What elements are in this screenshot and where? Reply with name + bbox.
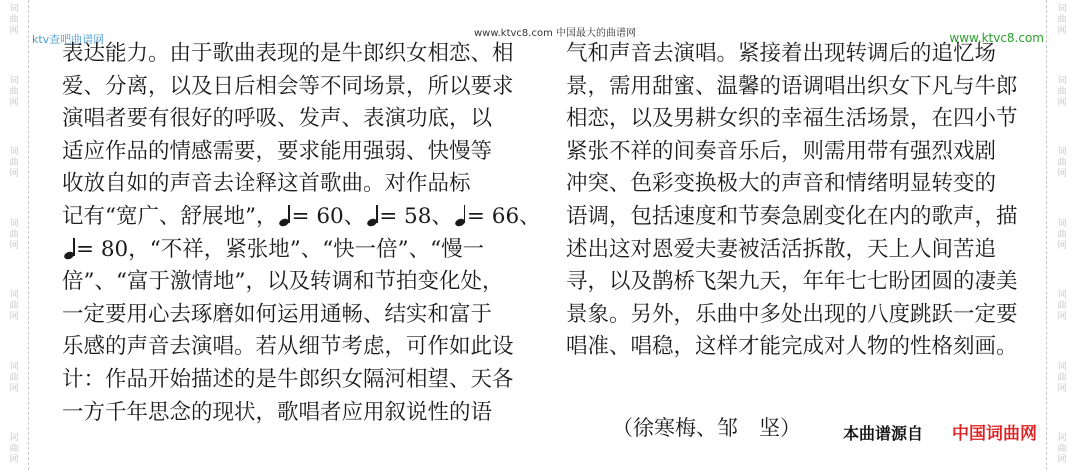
side-mark (9, 433, 18, 466)
side-mark (1057, 362, 1066, 395)
text-run: 收放自如的声音去诠释这首歌曲。对作品标 (62, 171, 471, 197)
side-mark-char: 词 (9, 290, 19, 300)
paragraph-line (62, 397, 532, 430)
paragraph-line: 景，需用甜蜜、温馨的语调唱出织女下凡与牛郎 (566, 73, 1018, 99)
paragraph-line (62, 136, 532, 169)
text-run: 演唱者要有很好的呼吸、发声、表演功底，以 (62, 106, 493, 132)
side-mark-char: 曲 (1057, 444, 1067, 454)
side-watermark-left (2, 0, 26, 470)
quarter-note-icon (279, 204, 291, 226)
quarter-note-icon (455, 204, 467, 226)
paragraph-line: 寻，以及鹊桥飞架九天，年年七七盼团圆的凄美 (566, 269, 1018, 295)
page-border-left (28, 0, 29, 470)
text-run: 记有“宽广、舒展地”， (62, 203, 278, 229)
watermark-top-left: ktv查吧曲谱网 (32, 33, 105, 46)
side-mark (9, 219, 18, 252)
paragraph-line: 冲突、色彩变换极大的声音和情绪明显转变的 (566, 171, 997, 197)
side-mark (9, 362, 18, 395)
side-mark-char: 词 (1057, 433, 1067, 443)
side-mark-char: 词 (9, 218, 19, 229)
side-mark-char: 词 (1057, 4, 1067, 14)
side-mark-char: 词 (9, 433, 19, 443)
paragraph-line (62, 331, 532, 364)
text-run: 爱、分离，以及日后相会等不同场景，所以要求 (62, 73, 514, 99)
side-mark-char: 曲 (9, 15, 19, 25)
side-mark-char: 词 (9, 361, 19, 372)
side-mark-char: 曲 (1057, 229, 1067, 240)
side-mark-char: 网 (9, 383, 19, 394)
paragraph-line (62, 266, 532, 299)
side-mark-char: 曲 (1057, 301, 1067, 311)
article-right-column (566, 38, 1046, 364)
watermark-top-right: www.ktvc8.com (949, 31, 1044, 45)
author-credit: （徐寒梅、邹 坚） (612, 416, 801, 440)
side-mark (1057, 290, 1066, 323)
side-mark-char: 网 (1057, 97, 1067, 108)
side-mark (9, 4, 18, 37)
paragraph-line (62, 71, 532, 104)
paragraph-line (62, 38, 532, 71)
side-mark-char: 曲 (9, 444, 19, 454)
side-mark-char: 曲 (9, 372, 19, 383)
side-mark-char: 网 (9, 169, 19, 179)
side-mark-char: 网 (1057, 169, 1067, 179)
side-mark (9, 290, 18, 323)
side-mark-char: 曲 (1057, 86, 1067, 97)
side-mark-char: 曲 (1057, 372, 1067, 383)
paragraph-line: 相恋，以及男耕女织的幸福生活场景，在四小节 (566, 106, 1018, 132)
side-mark (1057, 147, 1066, 180)
paragraph-line (62, 168, 532, 201)
text-run: 计：作品开始描述的是牛郎织女隔河相望、天各 (62, 366, 514, 392)
paragraph-line (62, 103, 532, 136)
text-run: 乐感的声音去演唱。若从细节考虑，可作如此设 (62, 334, 514, 360)
side-mark-char: 曲 (9, 229, 19, 240)
side-mark (1057, 76, 1066, 109)
side-mark (1057, 4, 1066, 37)
paragraph-line (62, 299, 532, 332)
side-mark-char: 词 (1057, 147, 1067, 157)
text-run: 一定要用心去琢磨如何运用通畅、结实和富于 (62, 301, 493, 327)
side-mark-char: 网 (1057, 383, 1067, 394)
page-border-right (1046, 0, 1047, 470)
side-mark-char: 网 (9, 240, 19, 251)
paragraph-line (62, 364, 532, 397)
side-mark-char: 网 (1057, 455, 1067, 465)
paragraph-line: 述出这对恩爱夫妻被活活拆散，天上人间苦追 (566, 236, 997, 262)
paragraph-line: 唱准、唱稳，这样才能完成对人物的性格刻画。 (566, 334, 1018, 360)
side-mark-char: 曲 (9, 158, 19, 168)
source-site-link[interactable]: 中国词曲网 (952, 424, 1037, 444)
side-mark-char: 词 (1057, 290, 1067, 300)
text-run: = 66、 (466, 203, 541, 229)
quarter-note-icon (367, 204, 379, 226)
text-run: = 80，“不祥，紧张地”、“快一倍”、“慢一 (76, 236, 485, 262)
side-mark (9, 76, 18, 109)
side-mark-char: 词 (9, 75, 19, 86)
side-mark (1057, 219, 1066, 252)
paragraph-line: 语调，包括速度和节奏急剧变化在内的歌声，描 (566, 203, 1018, 229)
side-mark-char: 词 (9, 147, 19, 157)
paragraph-line: 紧张不祥的间奏音乐后，则需用带有强烈戏剧 (566, 138, 997, 164)
text-run: = 60、 (291, 203, 366, 229)
side-mark (9, 147, 18, 180)
side-mark-char: 词 (1057, 218, 1067, 229)
text-run: = 58、 (379, 203, 453, 229)
paragraph-line (62, 234, 532, 267)
side-mark-char: 网 (9, 26, 19, 36)
quarter-note-icon (64, 237, 76, 259)
side-mark-char: 词 (9, 4, 19, 14)
paragraph-line: 气和声音去演唱。紧接着出现转调后的追忆场 (566, 41, 997, 66)
side-mark-char: 网 (1057, 240, 1067, 251)
text-run: 适应作品的情感需要，要求能用强弱、快慢等 (62, 138, 493, 164)
side-mark-char: 曲 (9, 301, 19, 311)
side-mark-char: 曲 (1057, 158, 1067, 168)
watermark-top-center: www.ktvc8.com 中国最大的曲谱网 (474, 28, 637, 39)
side-mark (1057, 433, 1066, 466)
side-mark-char: 网 (9, 312, 19, 322)
article-left-column (62, 38, 541, 429)
text-run: 倍”、“富于激情地”，以及转调和节拍变化处， (62, 269, 504, 295)
paragraph-line (62, 201, 541, 234)
text-run: 一方千年思念的现状，歌唱者应用叙说性的语 (62, 399, 493, 425)
side-mark-char: 网 (9, 455, 19, 465)
side-mark-char: 曲 (1057, 15, 1067, 25)
side-mark-char: 词 (1057, 75, 1067, 86)
side-mark-char: 网 (1057, 26, 1067, 36)
paragraph-line: 景象。另外，乐曲中多处出现的八度跳跃一定要 (566, 301, 1018, 327)
side-mark-char: 网 (9, 97, 19, 108)
side-mark-char: 网 (1057, 312, 1067, 322)
side-mark-char: 曲 (9, 86, 19, 97)
source-label: 本曲谱源自 (843, 424, 924, 443)
side-watermark-right (1050, 0, 1074, 470)
text-run: 表达能力。由于歌曲表现的是牛郎织女相恋、相 (62, 41, 514, 66)
side-mark-char: 词 (1057, 361, 1067, 372)
